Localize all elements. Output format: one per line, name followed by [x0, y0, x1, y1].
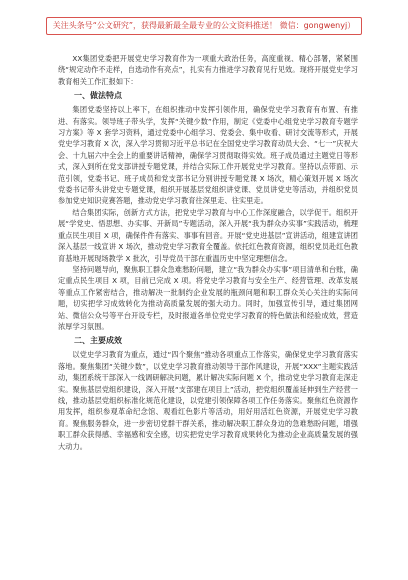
wechat-promo-banner: [0, 13, 408, 31]
body-paragraph: 坚持问题导向，聚焦职工群众急难愁盼问题，建立“我为群众办实事”项目清单和台账，确定重点民生项目 X 项，目前已完成 X 项。将党史学习教育与安全生产、经营管理、改革发展等重点工作紧密结合，推动解决一批制约企业发展的瓶颈问题和职工群众关心关注的实际问题，切实把学习成效转化为推动高质量发展的强大动力。同时，加强宣传引导，通过集团网站、微信公众号等平台开设专栏，及时报道各单位党史学习教育的特色做法和经验成效，营造浓厚学习氛围。: [58, 264, 358, 331]
intro-paragraph: XX集团党委把开展党史学习教育作为一项重大政治任务，高度重视、精心部署，紧紧围绕“规定动作不走样，自选动作有亮点”，扎实有力推进学习教育见行见效。现将开展党史学习教育相关工作汇报如下：: [58, 54, 358, 86]
section-heading: 一、做法特点: [74, 91, 122, 101]
body-paragraph: 结合集团实际，创新方式方法，把党史学习教育与中心工作深度融合，以学促干。组织开展“学党史、悟思想、办实事、开新局”专题活动，深入开展“我为群众办实事”实践活动，梳理重点民生项目 X 项，确保件件有落实、事事有回音。开展“党史进基层”宣讲活动，组建宣讲团深入基层一线宣讲 X 场次，推动党史学习教育全覆盖。依托红色教育资源，组织党员赴红色教育基地开展现场教学 X 批次，引导党员干部在重温历史中坚定理想信念。: [58, 207, 358, 263]
body-paragraph: 集团党委坚持以上率下，在组织推动中发挥引领作用，确保党史学习教育有布置、有推进、有落实。领导班子带头学，发挥“关键少数”作用，制定《党委中心组党史学习教育专题学习方案》等 X 套学习资料，通过党委中心组学习、党委会、集中收看、研讨交流等形式，开展党史学习教育 X 次，深入学习贯彻习近平总书记在全国党史学习教育动员大会、“七一”庆祝大会、十九届六中全会上的重要讲话精神，确保学习贯彻取得实效。班子成员通过主题党日等形式，深入到所在党支部讲授专题党课，并结合实际工作开展党史学习教育。坚持以点带面、示范引领，党委书记、班子成员和党支部书记分别讲授专题党课 X 场次，精心策划开展 X 场次党委书记带头讲党史专题党课，组织开展基层党组织讲党课、党员讲党史等活动，并组织党员参加党史知识竞赛答题，推动党史学习教育往深里走、往实里走。: [58, 105, 358, 206]
document-body: [58, 53, 358, 452]
promo-banner-text: 关注头条号“公文研究”，获得最新最全最专业的公文资料推送！ 微信：gongwenyj）: [46, 17, 362, 35]
body-paragraph: 以党史学习教育为重点，通过“四个聚焦”推动各项重点工作落实，确保党史学习教育落实落地。聚焦集团“关键少数”，以党史学习教育推动领导干部作风建设，开展“XXX”主题实践活动，集团系统干部深入一线调研解决问题，累计解决实际问题 X 个，推动党史学习教育走深走实。聚焦基层党组织建设，深入开展“支部建在项目上”活动，把党组织覆盖延伸到生产经营一线，推动基层党组织标准化规范化建设，以党建引领保障各项工作任务落实。聚焦红色资源作用发挥，组织参观革命纪念馆、观看红色影片等活动，用好用活红色资源，开展党史学习教育。聚焦服务群众，进一步密切党群干群关系，推动解决职工群众身边的急难愁盼问题，增强职工群众获得感、幸福感和安全感，切实把党史学习教育成果转化为推动企业高质量发展的强大动力。: [58, 350, 358, 451]
section-heading: 二、主要成效: [74, 336, 122, 346]
